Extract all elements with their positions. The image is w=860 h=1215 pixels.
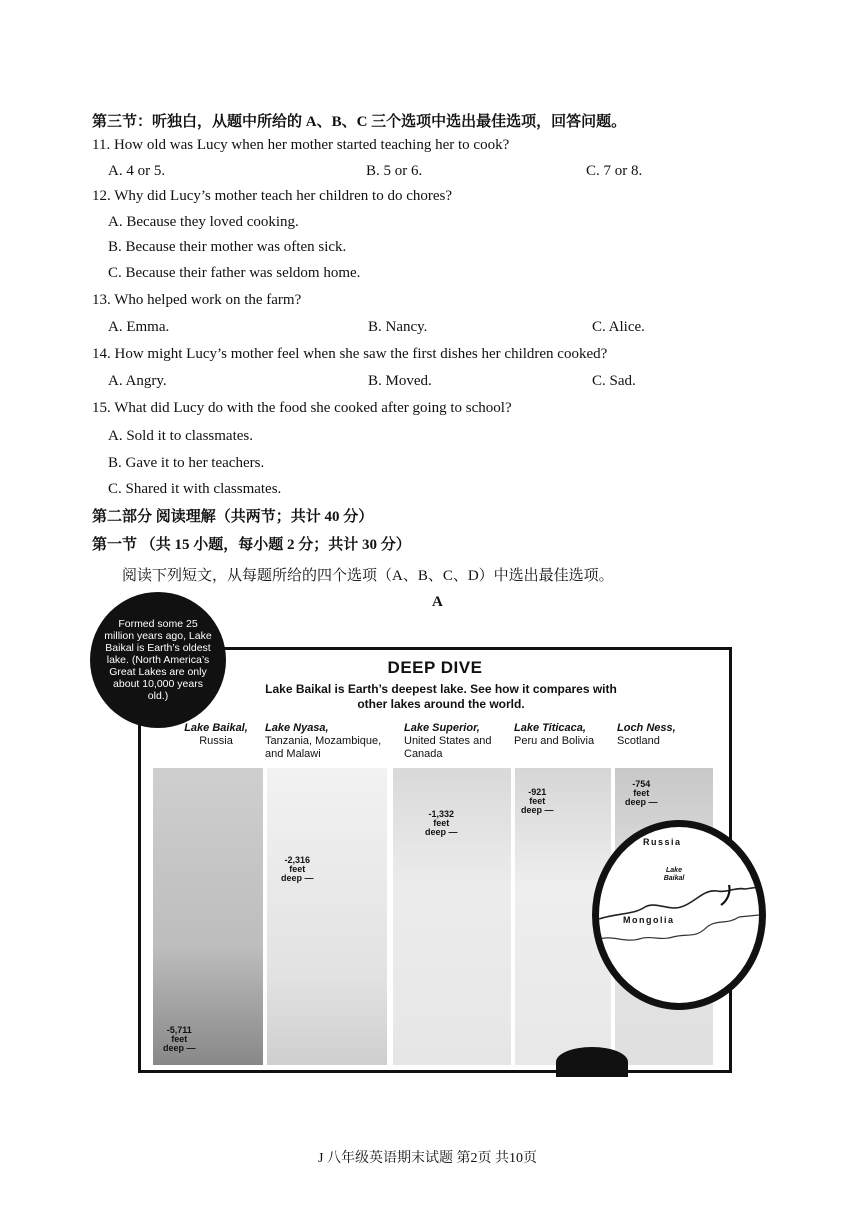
question-14-stem: 14. How might Lucy’s mother feel when she saw the first dishes her children cooked? (92, 346, 608, 362)
question-12-option-b: B. Because their mother was often sick. (108, 239, 347, 255)
depth-label-titicaca (521, 788, 554, 815)
question-12-option-a: A. Because they loved cooking. (108, 214, 299, 230)
depth-label-lochness (625, 780, 658, 807)
infographic-subtitle: Lake Baikal is Earth’s deepest lake. See how it compares with other lakes around the world. (265, 682, 617, 711)
lake-location: Scotland (617, 735, 660, 747)
question-15-option-c: C. Shared it with classmates. (108, 481, 282, 497)
depth-value: -921 (528, 787, 547, 797)
question-11-option-b: B. 5 or 6. (366, 163, 423, 179)
question-15-stem: 15. What did Lucy do with the food she cooked after going to school? (92, 400, 512, 416)
depth-unit: feet (633, 788, 650, 798)
question-11-option-c: C. 7 or 8. (586, 163, 643, 179)
lake-header-lochness (617, 722, 707, 748)
question-15-option-a: A. Sold it to classmates. (108, 428, 253, 444)
depth-value: -5,711 (166, 1025, 192, 1035)
reading-instructions: 阅读下列短文，从每题所给的四个选项（A、B、C、D）中选出最佳选项。 (122, 568, 614, 584)
depth-column-baikal (153, 768, 263, 1065)
lake-name: Lake Superior, (404, 722, 480, 734)
page-footer: J 八年级英语期末试题 第2页 共10页 (318, 1151, 537, 1166)
depth-label-baikal (163, 1026, 196, 1053)
lake-header-titicaca (514, 722, 612, 748)
question-11-option-a: A. 4 or 5. (108, 163, 166, 179)
part2-section1-header: 第一节 （共 15 小题，每小题 2 分；共计 30 分） (92, 537, 411, 553)
map-label-mongolia: Mongolia (623, 915, 675, 925)
depth-suffix: deep — (625, 797, 658, 807)
depth-label-superior (425, 810, 458, 837)
depth-unit: feet (289, 864, 306, 874)
infographic-title: DEEP DIVE (387, 658, 483, 677)
question-13-option-b: B. Nancy. (368, 319, 428, 335)
lake-name: Lake Nyasa, (265, 722, 329, 734)
lake-age-badge (90, 592, 226, 728)
question-14-option-a: A. Angry. (108, 373, 167, 389)
map-label-russia: Russia (643, 837, 682, 847)
part2-header: 第二部分 阅读理解（共两节；共计 40 分） (92, 509, 374, 525)
deep-dive-infographic (90, 592, 750, 1082)
question-11-stem: 11. How old was Lucy when her mother started teaching her to cook? (92, 137, 510, 153)
lake-header-baikal (171, 722, 261, 748)
question-14-option-c: C. Sad. (592, 373, 636, 389)
depth-value: -754 (632, 779, 651, 789)
lake-name: Loch Ness, (617, 722, 676, 734)
question-12-option-c: C. Because their father was seldom home. (108, 265, 361, 281)
section3-header: 第三节：听独白，从题中所给的 A、B、C 三个选项中选出最佳选项，回答问题。 (92, 114, 627, 130)
decorative-shape (556, 1047, 628, 1077)
depth-unit: feet (529, 796, 546, 806)
passage-label: A (432, 594, 443, 610)
lake-header-nyasa (265, 722, 399, 761)
question-12-stem: 12. Why did Lucy’s mother teach her children to do chores? (92, 188, 453, 204)
depth-unit: feet (433, 818, 450, 828)
lake-location: Russia (199, 735, 233, 747)
lake-location: Tanzania, Mozambique, and Malawi (265, 735, 382, 760)
question-13-option-a: A. Emma. (108, 319, 170, 335)
lake-header-superior (404, 722, 512, 761)
depth-suffix: deep — (281, 873, 314, 883)
lake-name: Lake Baikal, (184, 722, 248, 734)
lake-location: Peru and Bolivia (514, 735, 595, 747)
lake-name: Lake Titicaca, (514, 722, 586, 734)
baikal-map-inset (592, 820, 766, 1010)
question-13-stem: 13. Who helped work on the farm? (92, 292, 302, 308)
question-15-option-b: B. Gave it to her teachers. (108, 455, 265, 471)
depth-value: -2,316 (284, 855, 311, 865)
question-14-option-b: B. Moved. (368, 373, 432, 389)
depth-suffix: deep — (163, 1043, 196, 1053)
depth-value: -1,332 (428, 809, 455, 819)
question-13-option-c: C. Alice. (592, 319, 645, 335)
depth-column-nyasa (267, 768, 387, 1065)
depth-suffix: deep — (521, 805, 554, 815)
map-label-lake-baikal: Lake Baikal (663, 867, 685, 882)
depth-unit: feet (171, 1034, 188, 1044)
depth-suffix: deep — (425, 827, 458, 837)
depth-label-nyasa (281, 856, 314, 883)
badge-text: Formed some 25 million years ago, Lake Baikal is Earth’s oldest lake. (North America’s Great Lakes are only about 10,000 years old.) (104, 618, 212, 702)
lake-location: United States and Canada (404, 735, 492, 760)
